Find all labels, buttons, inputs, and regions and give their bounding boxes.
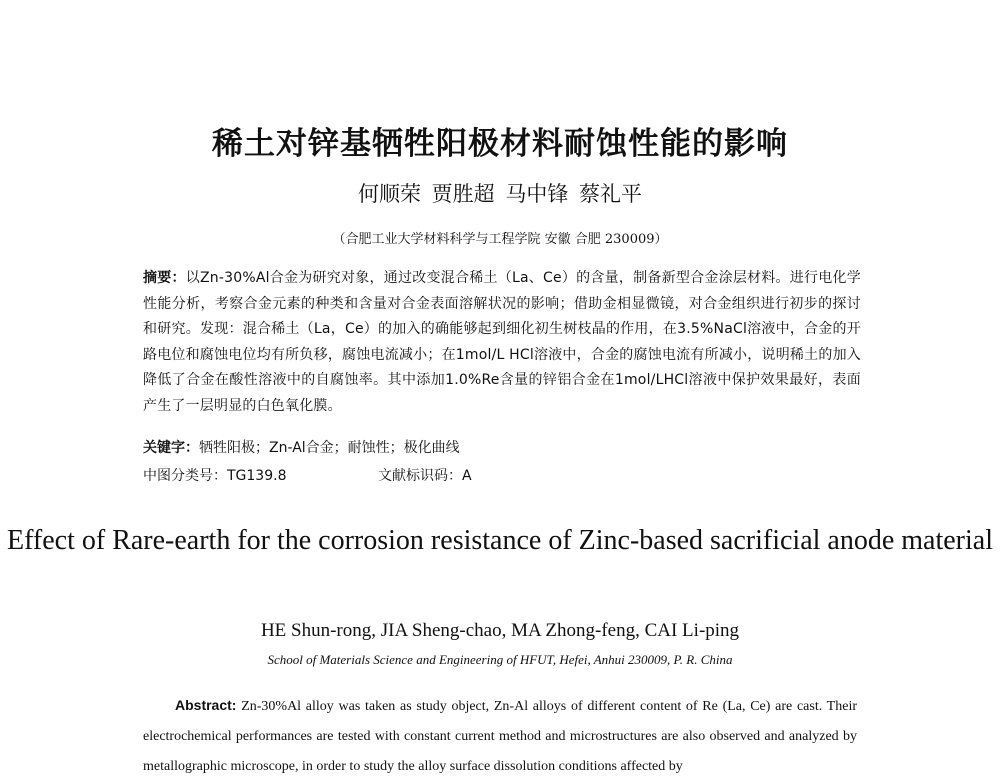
chinese-affiliation: （合肥工业大学材料科学与工程学院 安徽 合肥 230009） [332, 232, 668, 247]
document-code-value: A [462, 468, 472, 484]
english-abstract-label: Abstract: [175, 697, 237, 713]
document-code [378, 465, 472, 487]
english-title: Effect of Rare-earth for the corrosion resistance of Zinc-based sacrificial anode material [6, 525, 993, 556]
class-number-value: TG139.8 [227, 468, 287, 484]
chinese-title: 稀土对锌基牺牲阳极材料耐蚀性能的影响 [212, 126, 788, 162]
class-number-label: 中图分类号： [143, 468, 227, 484]
chinese-classification [143, 465, 861, 487]
chinese-authors: 何顺荣 贾胜超 马中锋 蔡礼平 [357, 182, 643, 206]
english-abstract-text: Zn-30%Al alloy was taken as study object, Zn-Al alloys of different content of Re (La, Ce) are cast. Their electrochemical performances are tested with constant current method and microstructures are also observed and analyzed by metallographic microscope, in order to study the alloy surface dissolution conditions affected by [143, 699, 858, 774]
english-abstract [143, 690, 857, 782]
chinese-abstract [143, 266, 861, 419]
chinese-keywords-text: 牺牲阳极；Zn-Al合金；耐蚀性；极化曲线 [199, 440, 460, 456]
chinese-abstract-text: 以Zn-30%Al合金为研究对象，通过改变混合稀土（La、Ce）的含量，制备新型合金涂层材料。进行电化学性能分析，考察合金元素的种类和含量对合金表面溶解状况的影响；借助金相显微镜，对合金组织进行初步的探讨和研究。发现：混合稀土（La，Ce）的加入的确能够起到细化初生树枝晶的作用，在3.5%NaCl溶液中，合金的开路电位和腐蚀电位均有所负移，腐蚀电流减小；在1mol/L HCl溶液中，合金的腐蚀电流有所减小，说明稀土的加入降低了合金在酸性溶液中的自腐蚀率。其中添加1.0%Re含量的锌铝合金在1mol/LHCl溶液中保护效果最好，表面产生了一层明显的白色氧化膜。 [143, 270, 861, 414]
english-affiliation: School of Materials Science and Engineering of HFUT, Hefei, Anhui 230009, P. R. China [267, 652, 733, 667]
chinese-keywords [143, 437, 861, 459]
chinese-keywords-label: 关键字： [143, 440, 199, 456]
chinese-abstract-label: 摘要： [143, 270, 186, 286]
english-authors: HE Shun-rong, JIA Sheng-chao, MA Zhong-feng, CAI Li-ping [260, 620, 740, 641]
document-code-label: 文献标识码： [378, 468, 462, 484]
